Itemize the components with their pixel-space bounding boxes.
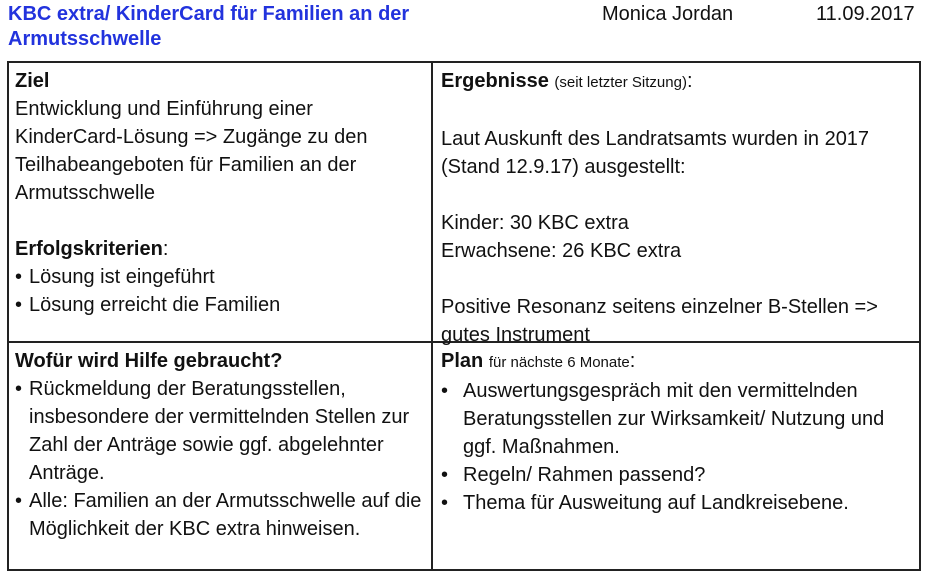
hilfe-cell — [9, 343, 433, 569]
ergebnisse-subheading: (seit letzter Sitzung) — [554, 74, 687, 91]
plan-colon: : — [629, 350, 636, 372]
plan-heading: Plan — [441, 350, 484, 372]
plan-list — [441, 377, 913, 517]
summary-table — [7, 61, 921, 571]
criteria-colon: : — [162, 238, 169, 260]
criteria-list — [15, 263, 425, 319]
document-header — [8, 2, 918, 58]
plan-item: • Thema für Ausweitung auf Landkreisebene. — [441, 489, 913, 517]
ergebnisse-heading-line — [441, 67, 913, 97]
spacer — [441, 265, 913, 293]
criteria-heading: Erfolgskriterien — [15, 238, 163, 260]
plan-item: • Regeln/ Rahmen passend? — [441, 461, 913, 489]
ziel-text: Entwicklung und Einführung einer KinderCard-Lösung => Zugänge zu den Teilhabeangeboten für Familien an der Armutsschwelle — [15, 98, 368, 204]
document-date: 11.09.2017 — [816, 3, 915, 25]
document-title: KBC extra/ KinderCard für Familien an der Armutsschwelle — [8, 3, 410, 50]
ziel-heading: Ziel — [15, 70, 50, 92]
plan-item: • Auswertungsgespräch mit den vermittelnden Beratungsstellen zur Wirksamkeit/ Nutzung und ggf. Maßnahmen. — [441, 377, 913, 461]
plan-cell — [433, 343, 919, 569]
spacer — [441, 181, 913, 209]
ergebnisse-intro: Laut Auskunft des Landratsamts wurden in 2017 (Stand 12.9.17) ausgestellt: — [441, 128, 870, 178]
ergebnisse-cell — [433, 63, 919, 346]
criteria-item: • Lösung erreicht die Familien — [15, 291, 425, 319]
spacer — [441, 97, 913, 125]
ergebnisse-kinder: Kinder: 30 KBC extra — [441, 212, 629, 234]
ergebnisse-erwachsene: Erwachsene: 26 KBC extra — [441, 240, 682, 262]
hilfe-heading: Wofür wird Hilfe gebraucht? — [15, 350, 283, 372]
spacer — [15, 207, 425, 235]
hilfe-item: • Rückmeldung der Beratungsstellen, insbesondere der vermittelnden Stellen zur Zahl der Anträge sowie ggf. abgelehnter Anträge. — [15, 375, 425, 487]
hilfe-item: • Alle: Familien an der Armutsschwelle auf die Möglichkeit der KBC extra hinweisen. — [15, 487, 425, 543]
criteria-item: • Lösung ist eingeführt — [15, 263, 425, 291]
plan-subheading: für nächste 6 Monate — [488, 354, 630, 371]
ergebnisse-resonanz: Positive Resonanz seitens einzelner B-Stellen => gutes Instrument — [441, 296, 878, 346]
author-name: Monica Jordan — [602, 3, 734, 25]
ergebnisse-heading: Ergebnisse — [441, 70, 549, 92]
criteria-heading-line — [15, 235, 425, 263]
ergebnisse-colon: : — [686, 70, 693, 92]
ziel-cell — [9, 63, 433, 343]
plan-heading-line — [441, 347, 913, 377]
hilfe-list — [15, 375, 425, 543]
